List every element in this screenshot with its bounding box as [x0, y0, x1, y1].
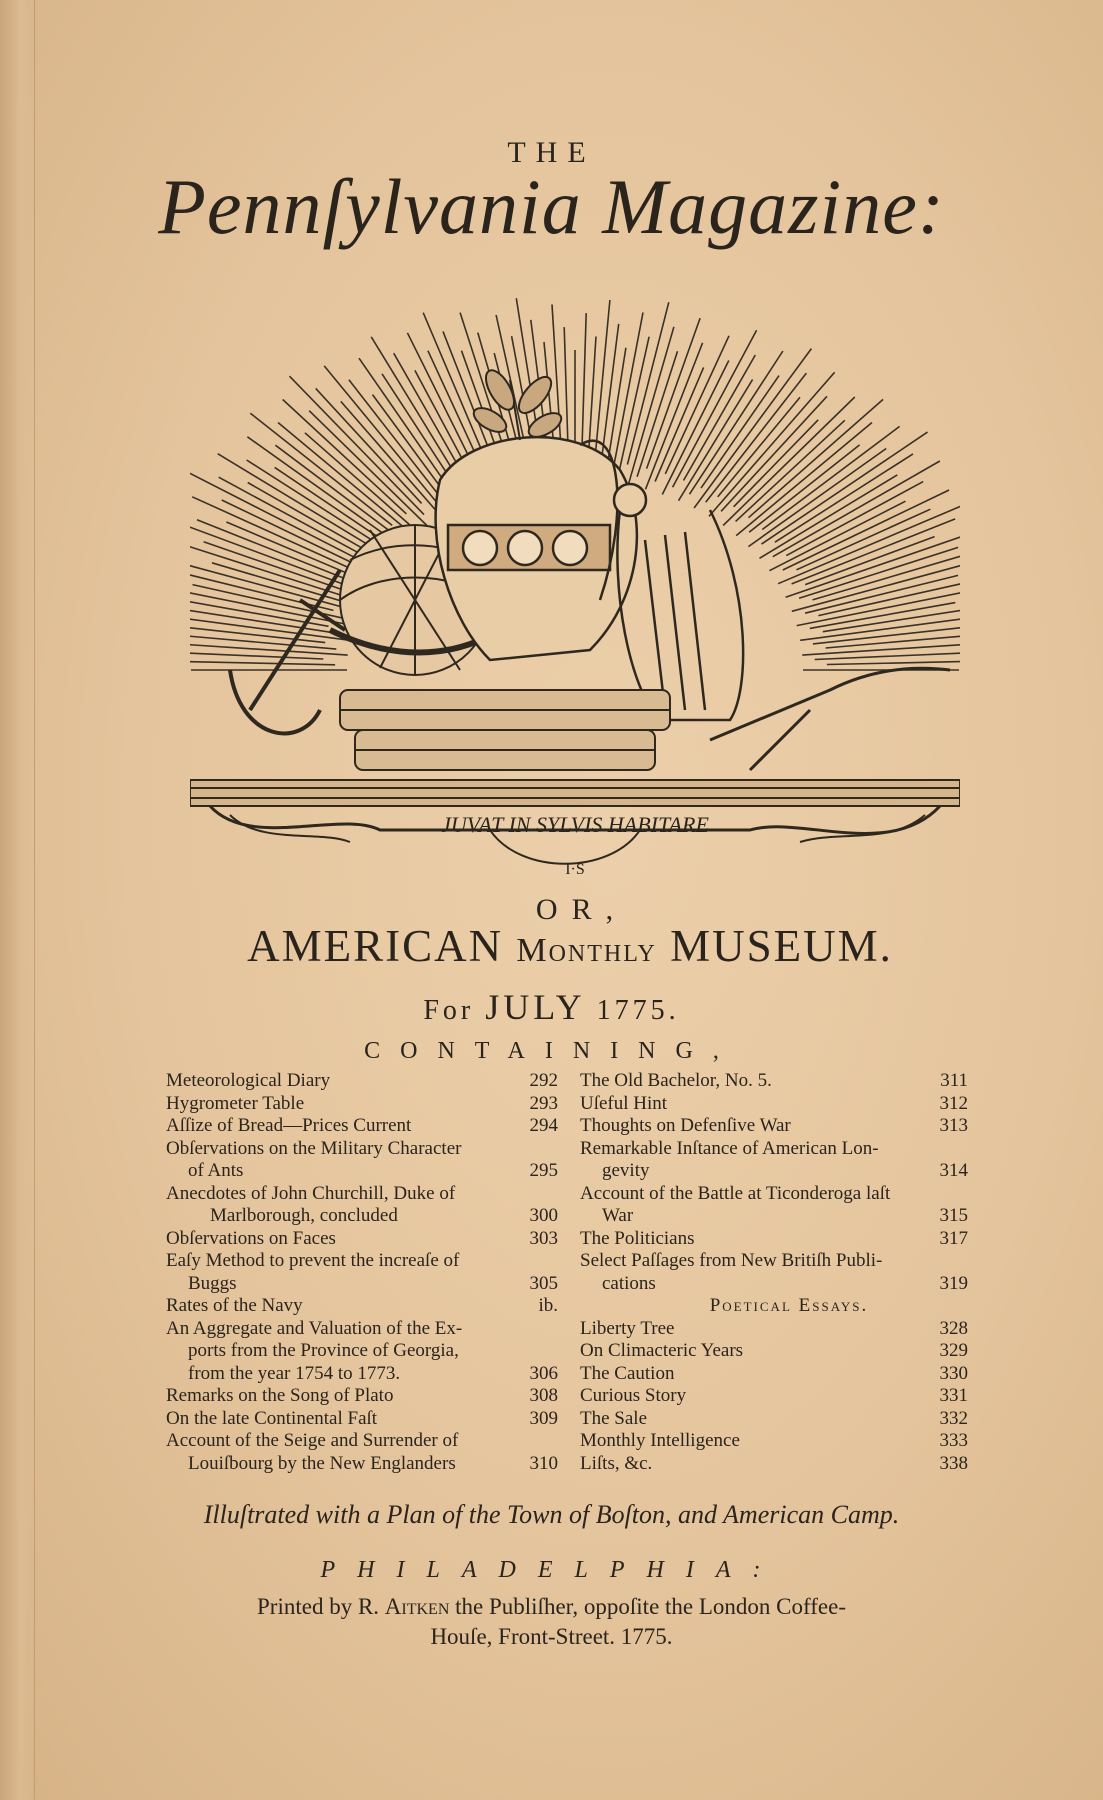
- toc-entry-page: 313: [939, 1115, 968, 1136]
- sun-ray: [646, 343, 703, 490]
- toc-entry-title: Aſſize of Bread—Prices Current: [166, 1115, 412, 1136]
- toc-entry: [580, 1070, 968, 1093]
- toc-entry-page: [552, 1318, 558, 1341]
- sun-ray: [218, 454, 391, 559]
- toc-entry-title: Thoughts on Defenſive War: [580, 1115, 791, 1136]
- toc-entry: [166, 1250, 558, 1273]
- toc-entry-title: Anecdotes of John Churchill, Duke of: [166, 1182, 456, 1204]
- toc-entry-page: 331: [939, 1385, 968, 1406]
- toc-entry-page: 328: [939, 1317, 968, 1339]
- toc-entry: [580, 1093, 968, 1116]
- sun-ray: [190, 564, 358, 612]
- toc-entry-page: [552, 1138, 558, 1161]
- plough-icon: [710, 668, 950, 770]
- sun-ray: [190, 519, 356, 589]
- toc-entry-title: Obſervations on the Military Character: [166, 1137, 462, 1159]
- subtitle-monthly: Monthly: [516, 932, 657, 969]
- toc-entry: [580, 1430, 968, 1453]
- subtitle-line: [160, 920, 980, 972]
- books-stack-icon: [340, 690, 670, 770]
- toc-entry: [166, 1228, 558, 1251]
- toc-entry: [580, 1138, 968, 1161]
- helmet-icon: [436, 437, 637, 660]
- toc-entry-page: [552, 1430, 558, 1453]
- sun-ray: [190, 661, 335, 665]
- imprint-city: PHILADELPHIA:: [320, 1557, 783, 1583]
- toc-entry: [580, 1205, 968, 1228]
- toc-entry: [166, 1273, 558, 1296]
- olive-branch-icon: [470, 366, 565, 442]
- toc-entry-title: Marlborough, concluded: [210, 1205, 398, 1226]
- toc-entry-page: 305: [529, 1272, 558, 1294]
- toc-entry: [166, 1385, 558, 1408]
- toc-entry: [166, 1408, 558, 1431]
- toc-entry-page: 332: [939, 1407, 968, 1429]
- toc-entry: [166, 1205, 558, 1228]
- toc-entry-title: Monthly Intelligence: [580, 1430, 740, 1451]
- toc-entry: [166, 1183, 558, 1206]
- issue-year: 1775.: [596, 995, 680, 1026]
- toc-entry-title: Eaſy Method to prevent the increaſe of: [166, 1250, 460, 1271]
- toc-entry-page: 308: [529, 1385, 558, 1406]
- toc-entry: [166, 1138, 558, 1161]
- toc-entry-page: 317: [939, 1227, 968, 1249]
- toc-entry-page: 333: [939, 1430, 968, 1451]
- toc-entry-page: 294: [529, 1115, 558, 1136]
- toc-entry-title: Obſervations on Faces: [166, 1227, 336, 1249]
- imprint-line2: Houſe, Front-Street. 1775.: [430, 1624, 673, 1649]
- sun-ray: [709, 372, 835, 516]
- illustration-note: Illuſtrated with a Plan of the Town of Boſton, and American Camp.: [203, 1500, 900, 1529]
- toc-entry-page: 330: [939, 1362, 968, 1384]
- toc-entry: [166, 1318, 558, 1341]
- toc-entry: [166, 1363, 558, 1386]
- imprint-line1-pre: Printed by R.: [257, 1594, 380, 1619]
- toc-entry-page: 311: [940, 1070, 968, 1091]
- toc-entry-title: Remarks on the Song of Plato: [166, 1385, 394, 1406]
- toc-entry-title: Liſts, &c.: [580, 1452, 653, 1474]
- toc-entry-title: Rates of the Navy: [166, 1295, 303, 1316]
- emblem-motto: JUVAT IN SYLVIS HABITARE: [441, 812, 709, 837]
- imprint-printer: [0, 1592, 1103, 1652]
- toc-entry-title: Buggs: [188, 1272, 237, 1294]
- engraver-initials: I·S: [565, 861, 585, 878]
- toc-entry-title: Account of the Seige and Surrender of: [166, 1430, 459, 1451]
- magazine-title: Pennſylvania Magazine:: [158, 163, 945, 250]
- toc-section-heading: Poetical Essays.: [709, 1295, 869, 1316]
- toc-entry-page: [552, 1250, 558, 1273]
- toc-entry: [166, 1160, 558, 1183]
- emblem-woodcut: [190, 270, 960, 910]
- toc-entry-page: 306: [529, 1362, 558, 1384]
- toc-entry: [166, 1093, 558, 1116]
- toc-entry-title: of Ants: [188, 1160, 244, 1181]
- toc-entry: [166, 1115, 558, 1138]
- sun-ray: [278, 423, 414, 536]
- imprint-line1-post: the Publiſher, oppoſite the London Coffee-: [455, 1594, 846, 1619]
- toc-entry: [580, 1363, 968, 1386]
- sun-ray: [762, 432, 928, 544]
- toc-entry-title: An Aggregate and Valuation of the Ex-: [166, 1317, 463, 1339]
- containing-heading: CONTAINING,: [364, 1038, 739, 1064]
- toc-entry-page: 338: [939, 1452, 968, 1474]
- toc-entry: [166, 1340, 558, 1363]
- contents-left-column: [166, 1070, 558, 1475]
- sun-ray: [786, 482, 923, 556]
- toc-entry-page: 310: [529, 1452, 558, 1474]
- toc-entry: [580, 1183, 968, 1206]
- toc-entry: [580, 1273, 968, 1296]
- issue-line: [0, 986, 1103, 1028]
- anchor-icon: [230, 570, 345, 733]
- sun-ray: [290, 376, 425, 514]
- toc-entry-title: Remarkable Inſtance of American Lon-: [580, 1137, 879, 1159]
- toc-entry-page: 293: [529, 1092, 558, 1114]
- toc-entry-page: 312: [939, 1092, 968, 1114]
- toc-entry-page: [962, 1138, 968, 1161]
- toc-entry: [580, 1318, 968, 1341]
- toc-entry-title: Liberty Tree: [580, 1317, 675, 1339]
- sun-ray: [611, 313, 643, 483]
- toc-entry: [580, 1228, 968, 1251]
- toc-entry-title: On Climacteric Years: [580, 1340, 744, 1361]
- toc-entry: [166, 1430, 558, 1453]
- toc-entry-page: 295: [529, 1160, 558, 1181]
- toc-entry-page: 314: [939, 1160, 968, 1181]
- issue-month: JULY: [485, 987, 586, 1027]
- toc-entry-page: 292: [529, 1070, 558, 1091]
- toc-entry-title: Louiſbourg by the New Englanders: [188, 1452, 456, 1474]
- sun-ray: [192, 497, 364, 575]
- header-the: THE: [507, 136, 596, 169]
- toc-entry: [580, 1408, 968, 1431]
- toc-entry: [166, 1453, 558, 1476]
- toc-entry-title: The Caution: [580, 1362, 675, 1384]
- sun-ray: [247, 437, 401, 547]
- toc-entry: [580, 1115, 968, 1138]
- toc-entry-title: On the late Continental Faſt: [166, 1407, 378, 1429]
- subtitle-american: AMERICAN: [247, 921, 504, 971]
- toc-entry-page: 309: [529, 1407, 558, 1429]
- imprint-printer-name: Aitken: [384, 1594, 450, 1619]
- sun-ray: [805, 575, 958, 613]
- toc-entry-title: The Politicians: [580, 1227, 695, 1249]
- sun-ray: [608, 348, 626, 462]
- toc-entry-title: Account of the Battle at Ticonderoga laſt: [580, 1182, 891, 1204]
- toc-entry-title: Curious Story: [580, 1385, 687, 1406]
- contents-right-column: [580, 1070, 968, 1475]
- sun-ray: [690, 351, 783, 494]
- toc-entry-page: [552, 1340, 558, 1363]
- toc-entry-title: The Old Bachelor, No. 5.: [580, 1070, 772, 1091]
- sun-ray: [778, 500, 960, 584]
- sun-ray: [349, 380, 438, 494]
- toc-entry: [580, 1250, 968, 1273]
- toc-entry: [580, 1160, 968, 1183]
- issue-for: For: [423, 995, 475, 1026]
- toc-entry-title: ports from the Province of Georgia,: [188, 1340, 459, 1361]
- toc-entry-title: cations: [602, 1272, 656, 1294]
- toc-entry-page: 319: [939, 1272, 968, 1294]
- toc-entry: [166, 1295, 558, 1318]
- toc-entry-page: 315: [939, 1205, 968, 1226]
- toc-entry: [580, 1385, 968, 1408]
- toc-entry-page: 329: [939, 1340, 968, 1361]
- or-word: OR,: [535, 893, 628, 926]
- toc-entry-page: [962, 1250, 968, 1273]
- toc-entry-page: [962, 1183, 968, 1206]
- toc-entry-title: Hygrometer Table: [166, 1092, 305, 1114]
- toc-entry-title: Uſeful Hint: [580, 1092, 668, 1114]
- toc-entry-page: ib.: [538, 1295, 558, 1316]
- sun-ray: [736, 423, 872, 536]
- toc-entry-page: [552, 1183, 558, 1206]
- toc-entry-title: gevity: [602, 1160, 650, 1181]
- toc-entry: [166, 1070, 558, 1093]
- sun-ray: [190, 653, 323, 660]
- toc-entry-title: War: [602, 1205, 634, 1226]
- toc-entry-page: 303: [529, 1227, 558, 1249]
- toc-entry-page: 300: [529, 1205, 558, 1226]
- subtitle-museum: MUSEUM.: [670, 921, 893, 971]
- sun-ray: [827, 661, 960, 665]
- toc-entry: [580, 1340, 968, 1363]
- toc-entry: [580, 1453, 968, 1476]
- toc-entry-title: The Sale: [580, 1407, 648, 1429]
- sun-ray: [723, 397, 855, 526]
- toc-entry-title: Select Paſſages from New Britiſh Publi-: [580, 1250, 883, 1271]
- toc-entry-title: Meteorological Diary: [166, 1070, 331, 1091]
- toc-entry-title: from the year 1754 to 1773.: [188, 1362, 401, 1384]
